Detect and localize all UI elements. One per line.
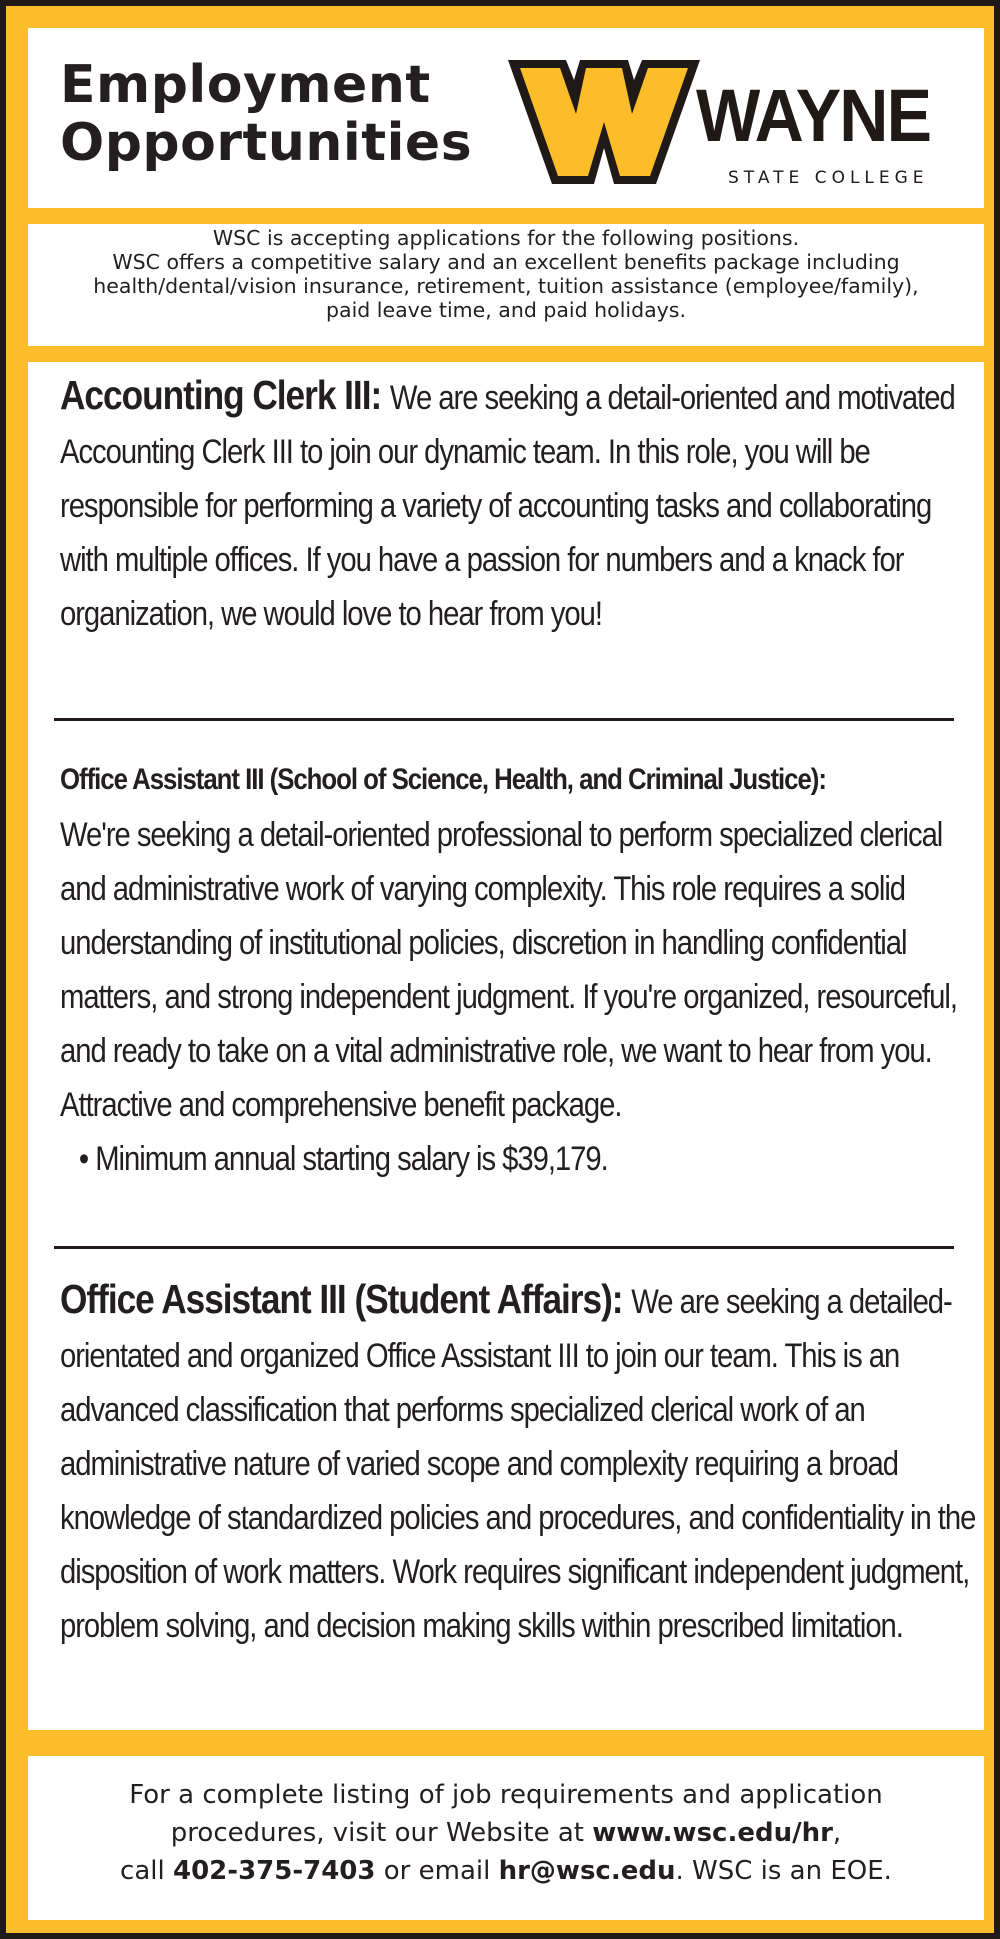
job-description: We are seeking a detail-oriented and motivated Accounting Clerk III to join our dynamic team. In this role, you will be responsible for performing a variety of accounting tasks and collaborating with multiple offices. If you have a passion for numbers and a knack for organization, we would love to hear from you! [60,379,955,633]
job-description: We are seeking a detailed-orientated and organized Office Assistant III to join our team. This is an advanced classification that performs specialized clerical work of an administrative nature of varied scope and complexity requiring a broad knowledge of standardized policies and procedures, and confidentiality in the disposition of work matters. Work requires significant independent judgment, problem solving, and decision making skills within prescribed limitation. [60,1283,976,1645]
intro-line-1: WSC is accepting applications for the following positions. [212,226,800,250]
intro-panel [28,224,984,346]
section-divider [54,1246,954,1249]
logo-wayne-text: WAYNE [696,74,931,157]
job-listing-office-assistant-science [60,752,980,1186]
job-description: We're seeking a detail-oriented professional to perform specialized clerical and administrative work of varying complexity. This role requires a solid understanding of institutional policies, discretion in handling confidential matters, and strong independent judgment. If you're organized, resourceful, and ready to take on a vital administrative role, we want to hear from you. Attractive and comprehensive benefit package. [60,816,957,1124]
job-listing-office-assistant-student-affairs [60,1272,980,1653]
job-title: Accounting Clerk III: [60,372,390,418]
phone-number[interactable]: 402-375-7403 [173,1856,376,1886]
intro-line-4: paid leave time, and paid holidays. [326,298,686,322]
intro-line-3: health/dental/vision insurance, retirement, tuition assistance (employee/family), [93,274,919,298]
jobs-panel [28,362,984,1730]
job-title: Office Assistant III (Student Affairs): [60,1276,632,1322]
header-panel [28,28,984,208]
footer-website-prefix: procedures, visit our Website at [170,1818,593,1848]
logo-college-text: STATE COLLEGE [728,168,929,188]
page-title [60,56,472,172]
footer-website-suffix: , [832,1818,842,1848]
footer-email-prefix: or email [375,1856,499,1886]
email-link[interactable]: hr@wsc.edu [498,1856,676,1886]
footer-line-2 [28,1814,984,1852]
footer-eoe: . WSC is an EOE. [675,1856,892,1886]
salary-bullet: • Minimum annual starting salary is $39,179. [78,1140,608,1178]
section-divider [54,718,954,721]
footer-panel [28,1756,984,1920]
footer-call-prefix: call [120,1856,173,1886]
footer-line-1: For a complete listing of job requirements and application [129,1780,883,1810]
title-line-2: Opportunities [60,113,473,173]
job-listing-accounting-clerk [60,368,980,641]
footer-line-3 [28,1852,984,1890]
job-title: Office Assistant III (School of Science, Health, and Criminal Justice): [60,763,826,796]
wayne-w-logo-icon [504,52,704,192]
website-link[interactable]: www.wsc.edu/hr [592,1818,833,1848]
title-line-1: Employment [60,55,431,115]
intro-line-2: WSC offers a competitive salary and an excellent benefits package including [112,250,900,274]
